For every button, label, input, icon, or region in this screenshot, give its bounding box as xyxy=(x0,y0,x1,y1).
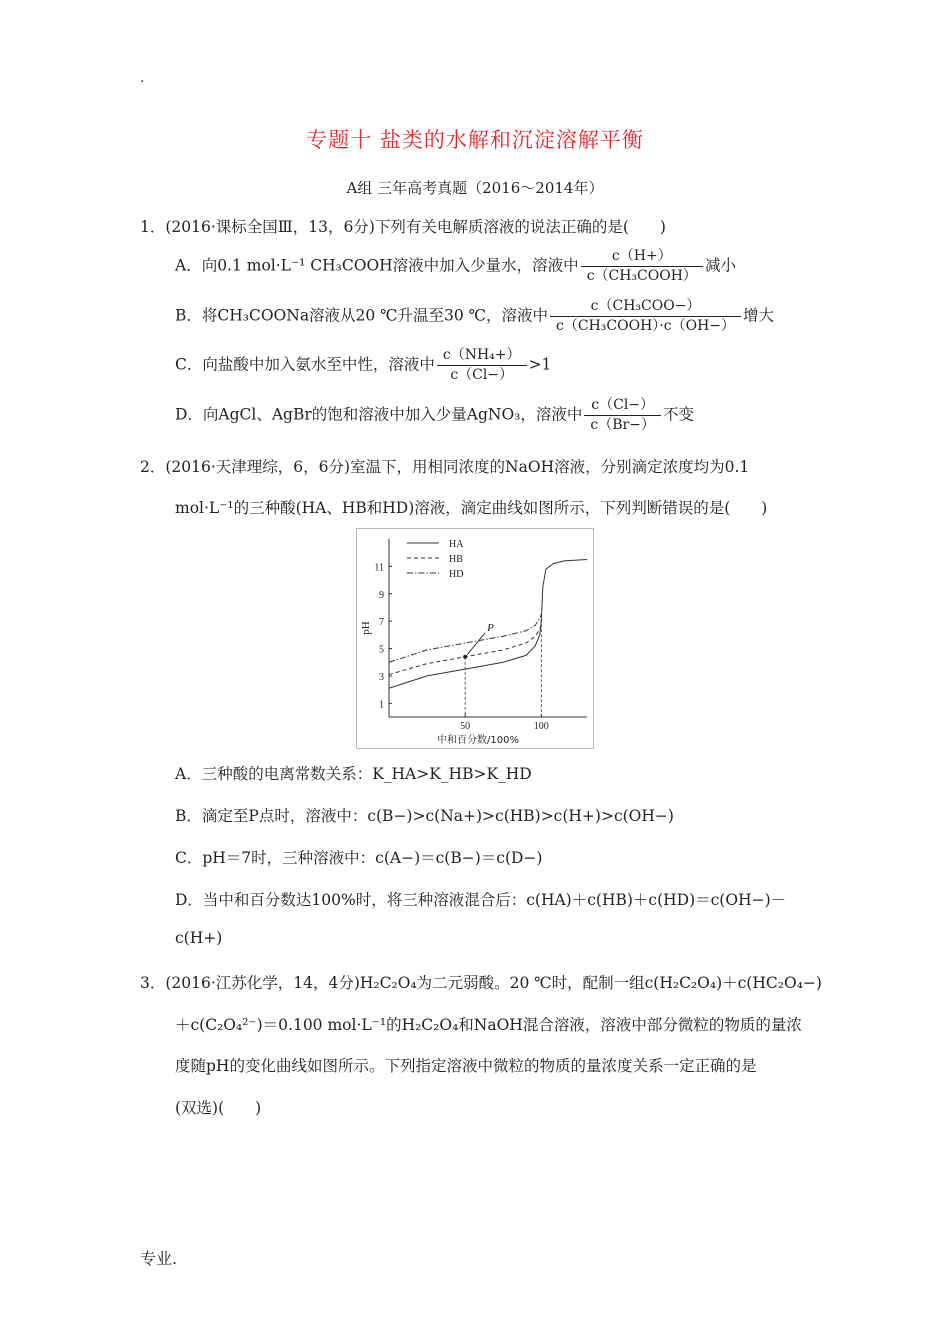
q3-stem-line3: 度随pH的变化曲线如图所示。下列指定溶液中微粒的物质的量浓度关系一定正确的是 xyxy=(175,1057,757,1075)
q1-c-prefix: C．向盐酸中加入氨水至中性，溶液中 xyxy=(175,355,435,374)
q1-c-denominator: c（Cl−） xyxy=(450,367,514,383)
q2-stem-line1: 2．(2016·天津理综，6，6分)室温下，用相同浓度的NaOH溶液，分别滴定浓度均为0.1 xyxy=(140,458,750,476)
q2-stem-line2: mol·L⁻¹的三种酸(HA、HB和HD)溶液，滴定曲线如图所示，下列判断错误的是( ) xyxy=(175,499,768,517)
q1-stem: 1．(2016·课标全国Ⅲ，13，6分)下列有关电解质溶液的说法正确的是( ) xyxy=(140,218,666,236)
q1-d-fraction xyxy=(584,396,661,435)
q1-c-numerator: c（NH₄+） xyxy=(437,346,527,366)
q3-stem-line1: 3．(2016·江苏化学，14，4分)H₂C₂O₄为二元弱酸。20 ℃时，配制一组c(H₂C₂O₄)＋c(HC₂O₄−) xyxy=(140,974,822,992)
y-tick-label-3: 3 xyxy=(379,671,384,683)
y-tick-label-1: 1 xyxy=(379,699,384,711)
legend-label-hb: HB xyxy=(449,554,463,565)
x-tick-label-50: 50 xyxy=(460,721,471,732)
q1-a-denominator: c（CH₃COOH） xyxy=(586,268,697,284)
q1-d-denominator: c（Br−） xyxy=(590,417,655,433)
q1-d-suffix: 不变 xyxy=(662,405,694,424)
q3-stem-line4: (双选)( ) xyxy=(175,1099,262,1117)
page-footer: 专业. xyxy=(140,1249,178,1268)
q1-d-prefix: D．向AgCl、AgBr的饱和溶液中加入少量AgNO₃，溶液中 xyxy=(175,405,583,424)
q2-option-a: A．三种酸的电离常数关系：K_HA>K_HB>K_HD xyxy=(175,765,532,783)
titration-chart xyxy=(356,528,594,749)
legend-label-ha: HA xyxy=(449,539,464,550)
q2-option-c: C．pH＝7时，三种溶液中：c(A−)＝c(B−)＝c(D−) xyxy=(175,849,543,867)
y-axis-label: pH xyxy=(360,621,372,635)
titration-chart-svg xyxy=(357,529,593,748)
q1-b-suffix: 增大 xyxy=(743,306,775,325)
q1-option-c xyxy=(175,346,551,385)
y-tick-label-7: 7 xyxy=(379,617,384,629)
q1-c-suffix: >1 xyxy=(528,355,552,374)
y-tick-label-5: 5 xyxy=(379,644,384,656)
q1-b-denominator: c（CH₃COOH）·c（OH−） xyxy=(556,318,736,334)
q2-option-d-line1: D．当中和百分数达100%时，将三种溶液混合后：c(HA)＋c(HB)＋c(HD)＝c(OH−)－ xyxy=(175,891,787,909)
q3-stem-line2: ＋c(C₂O₄²⁻)＝0.100 mol·L⁻¹的H₂C₂O₄和NaOH混合溶液，溶液中部分微粒的物质的量浓 xyxy=(175,1016,802,1034)
q1-option-b xyxy=(175,297,774,336)
page-title: 专题十 盐类的水解和沉淀溶解平衡 xyxy=(306,128,644,152)
q1-a-suffix: 减小 xyxy=(704,256,736,275)
legend-label-hd: HD xyxy=(449,569,464,580)
section-subtitle: A组 三年高考真题（2016～2014年） xyxy=(346,179,604,197)
page-dot: . xyxy=(140,70,145,86)
q2-option-d-line2: c(H+) xyxy=(175,929,223,947)
q1-a-numerator: c（H+） xyxy=(581,247,703,267)
q1-option-d xyxy=(175,396,694,435)
y-tick-label-11: 11 xyxy=(374,562,384,574)
x-tick-label-100: 100 xyxy=(533,721,549,732)
q1-b-numerator: c（CH₃COO−） xyxy=(550,297,741,317)
q1-d-numerator: c（Cl−） xyxy=(584,396,661,416)
y-tick-label-9: 9 xyxy=(379,589,384,601)
point-p-marker xyxy=(463,655,467,659)
q2-option-b: B．滴定至P点时，溶液中：c(B−)>c(Na+)>c(HB)>c(H+)>c(OH−) xyxy=(175,807,674,825)
q1-option-a xyxy=(175,247,736,286)
q1-b-fraction xyxy=(550,297,741,336)
point-p-leader xyxy=(467,633,485,655)
q1-a-fraction xyxy=(581,247,703,286)
q1-c-fraction xyxy=(437,346,527,385)
q1-b-prefix: B．将CH₃COONa溶液从20 ℃升温至30 ℃，溶液中 xyxy=(175,306,549,325)
q1-a-prefix: A．向0.1 mol·L⁻¹ CH₃COOH溶液中加入少量水，溶液中 xyxy=(175,256,579,275)
x-axis-label: 中和百分数/100% xyxy=(437,735,519,746)
point-p-label: P xyxy=(487,621,494,634)
